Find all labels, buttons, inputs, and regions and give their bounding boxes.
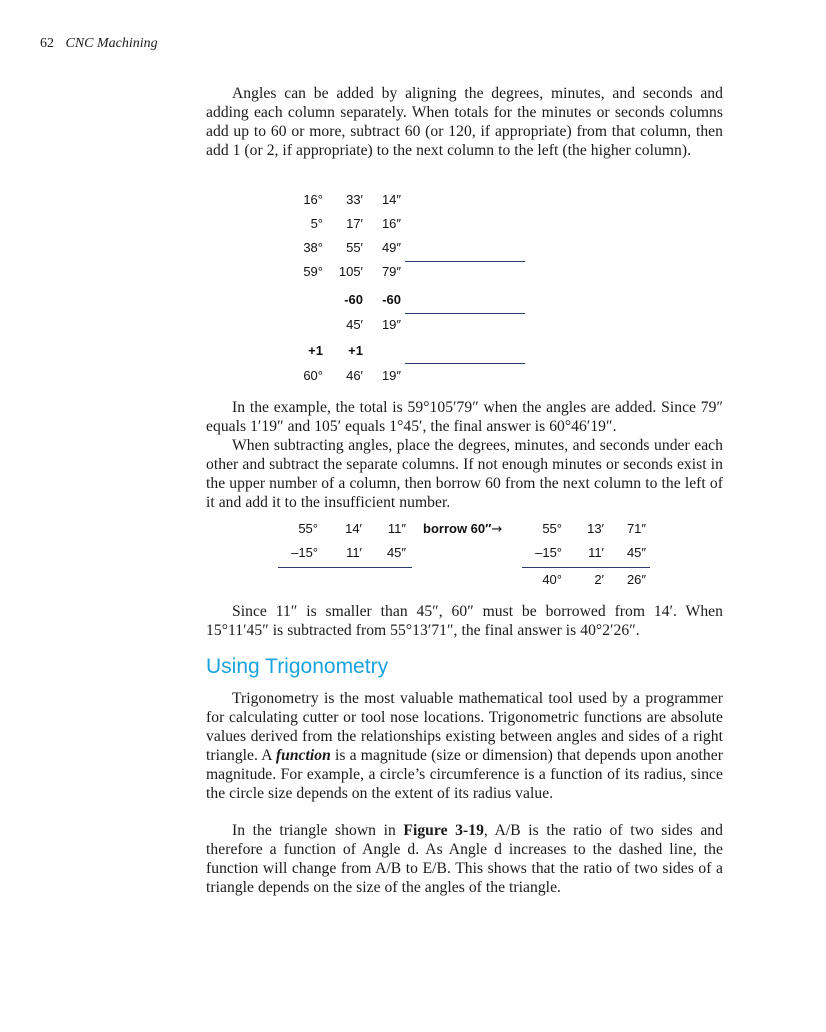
text-run: Trigonometry is the most valuable mathematical tool used by a programmer for calculating cutter or tool nose locations. Trigonometric functions are absolute values derived from the relationships existing between angles and sides of a right triangle. A	[206, 690, 723, 764]
minutes-cell: +1	[348, 343, 363, 358]
degrees-cell: 40°	[542, 572, 562, 587]
minutes-cell: 55′	[346, 240, 363, 255]
sum-divider	[405, 261, 525, 262]
seconds-cell: 14″	[381, 192, 401, 207]
minutes-cell: 46′	[346, 368, 363, 383]
arrow-right-icon: →	[491, 522, 503, 537]
minutes-cell: 13′	[587, 521, 604, 536]
minutes-cell: -60	[344, 292, 363, 307]
paragraph-angle-addition	[206, 84, 723, 160]
paragraph-triangle-function	[206, 821, 723, 897]
paragraph-trigonometry-intro	[206, 689, 723, 803]
minutes-cell: 11′	[346, 545, 362, 560]
section-heading: Using Trigonometry	[206, 655, 389, 678]
seconds-cell: 19″	[381, 368, 401, 383]
degrees-cell: –15°	[535, 545, 562, 560]
text-run: is a magnitude (size or dimension) that depends upon another magnitude. For example, a circle’s circumference is a function of its radius, since the circle size depends on the extent of its radius value.	[206, 747, 723, 802]
seconds-cell: 79″	[381, 264, 401, 279]
paragraph-text: When subtracting angles, place the degrees, minutes, and seconds under each other and subtract the separate columns. If not enough minutes or seconds exist in the upper number of a column, then borrow 60 from the next column to the left of it and add it to the insufficient number.	[206, 437, 723, 511]
borrow-note	[423, 521, 523, 539]
seconds-cell: 16″	[381, 216, 401, 231]
minutes-cell: 2′	[594, 572, 604, 587]
seconds-cell: 19″	[381, 317, 401, 332]
angle-subtraction-table	[278, 521, 658, 601]
seconds-cell: 49″	[381, 240, 401, 255]
seconds-cell: 45″	[626, 545, 646, 560]
text-run: , A/B is the ratio of two sides and therefore a function of Angle d. As Angle d increases to the dashed line, the function will change from A/B to E/B. This shows that the ratio of two sides of a triangle depends on the size of the angles of the triangle.	[206, 822, 723, 896]
degrees-cell: 38°	[303, 240, 323, 255]
seconds-cell: 26″	[626, 572, 646, 587]
borrow-label: borrow 60″	[423, 521, 492, 536]
seconds-cell: 71″	[626, 521, 646, 536]
page-number: 62	[40, 36, 54, 51]
seconds-cell: 45″	[386, 545, 406, 560]
degrees-cell: 16°	[303, 192, 323, 207]
paragraph-text: Since 11″ is smaller than 45″, 60″ must be borrowed from 14′. When 15°11′45″ is subtracted from 55°13′71″, the final answer is 40°2′26″.	[206, 603, 723, 639]
seconds-cell: 11″	[387, 521, 406, 536]
running-head-title: CNC Machining	[65, 36, 158, 51]
angle-addition-table	[303, 192, 525, 392]
paragraph-angle-subtraction	[206, 436, 723, 512]
minutes-cell: 14′	[345, 521, 362, 536]
degrees-cell: 60°	[303, 368, 323, 383]
minutes-cell: 33′	[346, 192, 363, 207]
minutes-cell: 11′	[588, 545, 604, 560]
degrees-cell: 59°	[303, 264, 323, 279]
degrees-cell: +1	[308, 343, 323, 358]
degrees-cell: –15°	[291, 545, 318, 560]
paragraph-text: In the example, the total is 59°105′79″ when the angles are added. Since 79″ equals 1′19″ and 105′ equals 1°45′, the final answer is 60°46′19″.	[206, 399, 723, 435]
defined-term: function	[275, 747, 331, 764]
subtotal-divider	[405, 313, 525, 314]
figure-reference: Figure 3-19	[403, 822, 484, 839]
degrees-cell: 55°	[542, 521, 562, 536]
paragraph-addition-example	[206, 398, 723, 436]
minutes-cell: 17′	[346, 216, 363, 231]
degrees-cell: 5°	[310, 216, 323, 231]
seconds-cell: -60	[382, 292, 401, 307]
paragraph-text	[206, 689, 723, 803]
paragraph-text	[206, 821, 723, 897]
paragraph-text: Angles can be added by aligning the degrees, minutes, and seconds and adding each column separately. When totals for the minutes or seconds columns add up to 60 or more, subtract 60 (or 120, if appropriate) from that column, then add 1 (or 2, if appropriate) to the next column to the left (the higher column).	[206, 85, 723, 159]
running-head	[40, 36, 158, 52]
paragraph-subtraction-example	[206, 602, 723, 640]
minutes-cell: 105′	[338, 264, 363, 279]
degrees-cell: 55°	[298, 521, 318, 536]
left-difference-divider	[278, 567, 412, 568]
total-divider	[405, 363, 525, 364]
right-difference-divider	[522, 567, 650, 568]
minutes-cell: 45′	[346, 317, 363, 332]
text-run: In the triangle shown in	[232, 822, 404, 839]
